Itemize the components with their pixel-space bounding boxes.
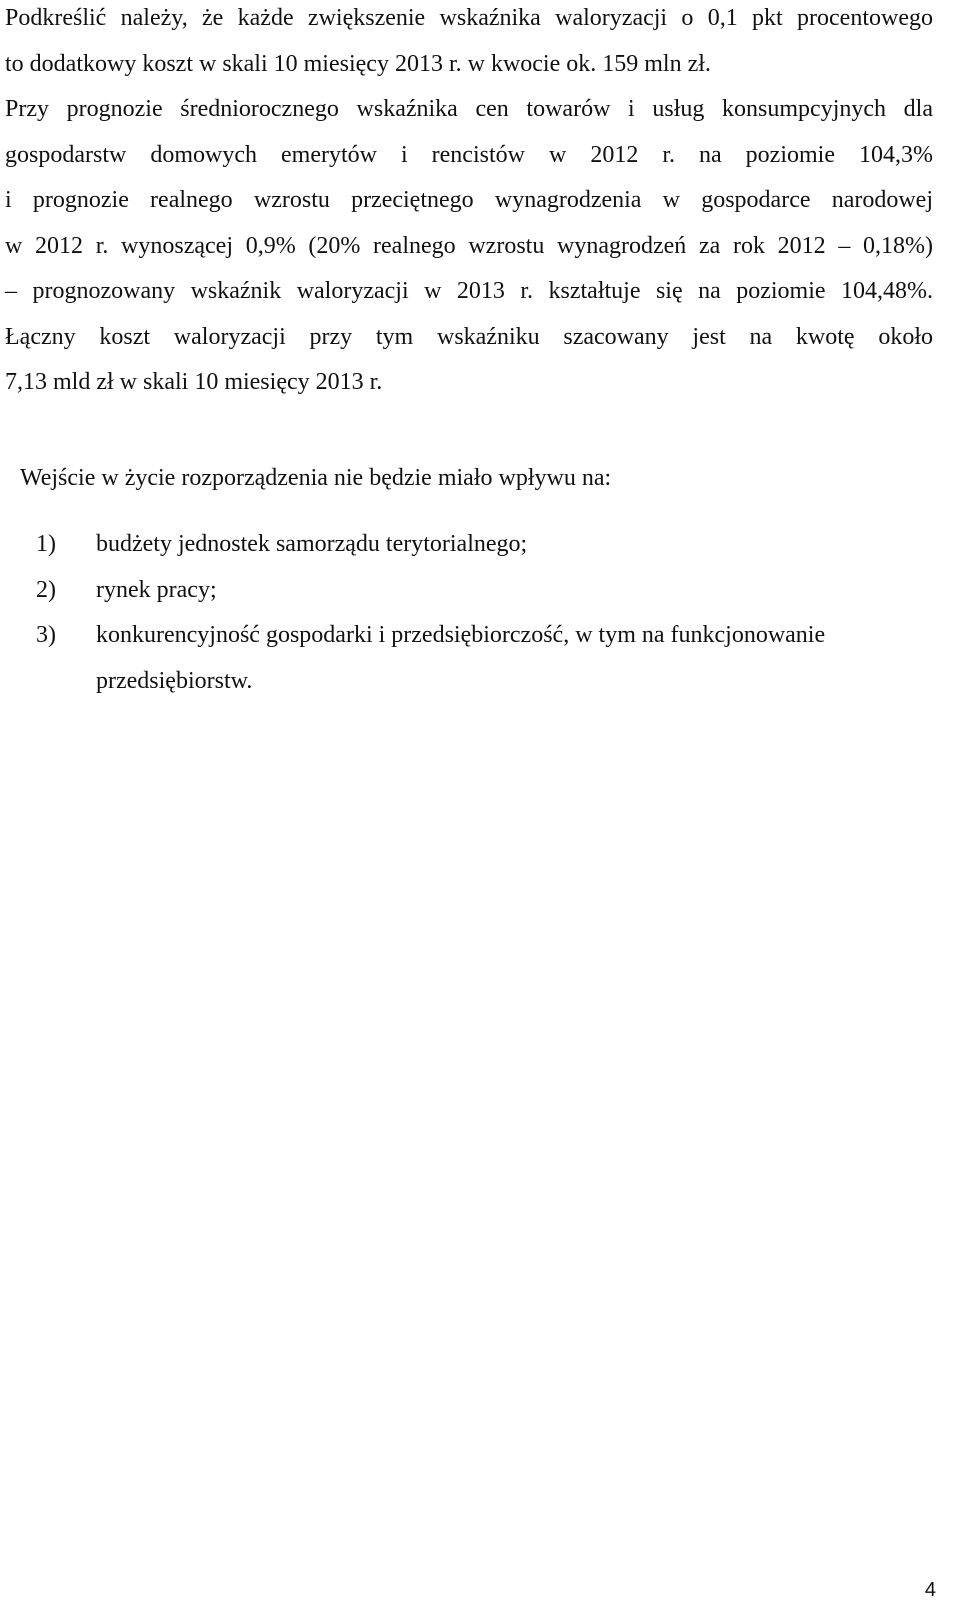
paragraph-line: Podkreślić należy, że każde zwiększenie wskaźnika waloryzacji o 0,1 pkt procentowego (5, 5, 933, 31)
paragraph-line: gospodarstw domowych emerytów i rencistów w 2012 r. na poziomie 104,3% (5, 141, 933, 168)
list-item (0, 568, 960, 614)
paragraph-line: i prognozie realnego wzrostu przeciętnego wynagrodzenia w gospodarce narodowej (5, 187, 933, 213)
list-item (0, 522, 960, 568)
paragraph-line: 7,13 mld zł w skali 10 miesięcy 2013 r. (5, 369, 383, 395)
list-text: konkurencyjność gospodarki i przedsiębiorczość, w tym na funkcjonowanie (96, 622, 826, 648)
paragraph-line: – prognozowany wskaźnik waloryzacji w 2013 r. kształtuje się na poziomie 104,48%. (5, 278, 933, 304)
list-item (0, 613, 960, 704)
impact-list (0, 522, 960, 704)
list-number: 2) (36, 576, 56, 603)
list-text-continuation: przedsiębiorstw. (96, 667, 253, 694)
paragraph-line: w 2012 r. wynoszącej 0,9% (20% realnego wzrostu wynagrodzeń za rok 2012 – 0,18%) (5, 232, 933, 259)
list-number: 1) (36, 531, 56, 557)
impact-intro: Wejście w życie rozporządzenia nie będzie miało wpływu na: (20, 465, 612, 491)
paragraph-line: Łączny koszt waloryzacji przy tym wskaźniku szacowany jest na kwotę około (5, 323, 933, 350)
paragraph-line: to dodatkowy koszt w skali 10 miesięcy 2013 r. w kwocie ok. 159 mln zł. (5, 50, 711, 77)
list-text: budżety jednostek samorządu terytorialnego; (96, 531, 528, 557)
paragraph-waloryzacja (5, 0, 933, 406)
page-number: 4 (924, 1579, 936, 1601)
paragraph-line: Przy prognozie średniorocznego wskaźnika cen towarów i usług konsumpcyjnych dla (5, 96, 933, 122)
list-text: rynek pracy; (96, 576, 217, 603)
list-number: 3) (36, 622, 56, 648)
